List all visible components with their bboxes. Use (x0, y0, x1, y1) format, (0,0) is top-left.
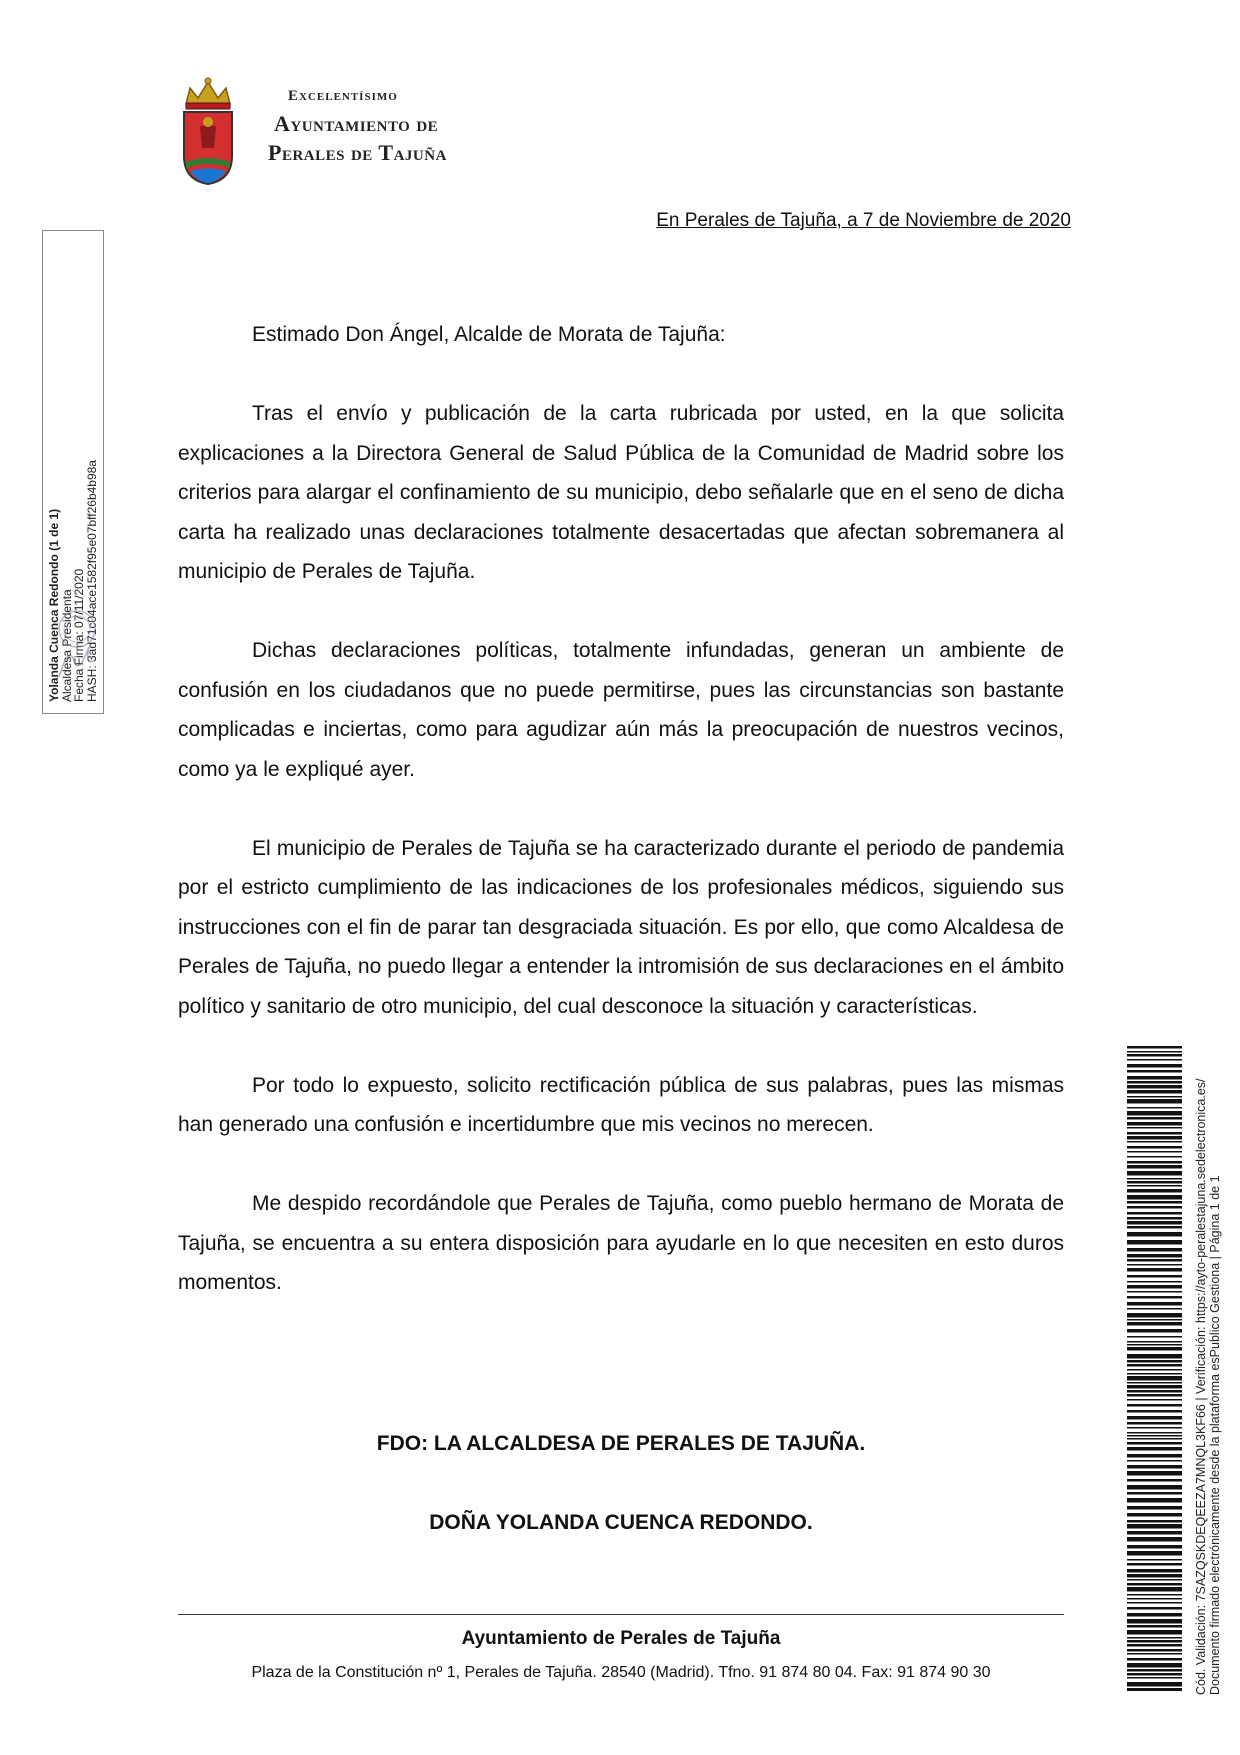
electronic-signature-box (42, 230, 104, 714)
validation-text (1194, 1045, 1222, 1695)
date-line: En Perales de Tajuña, a 7 de Noviembre de 2020 (656, 210, 1071, 231)
footer-organization: Ayuntamiento de Perales de Tajuña (461, 1628, 781, 1649)
organization-name (268, 88, 447, 167)
org-line-2: Ayuntamiento de (274, 111, 439, 136)
validation-code: Cód. Validación: 7SAZQSKDEQEEZA7MNQL3KF66 | Verificación: https://ayto-peralestajuna.sedelectronica.es/ (1194, 1078, 1208, 1695)
letter-paragraph-1: Tras el envío y publicación de la carta rubricada por usted, en la que solicita explicaciones a la Directora General de Salud Pública de la Comunidad de Madrid sobre los criterios para alargar el confinamiento de su municipio, debo señalarle que en el seno de dicha carta ha realizado unas declaraciones totalmente desacertadas que afectan sobremanera al municipio de Perales de Tajuña. (178, 402, 1064, 583)
validation-platform: Documento firmado electrónicamente desde la plataforma esPublico Gestiona | Página 1 de 1 (1208, 1175, 1222, 1695)
signer-name: Yolanda Cuenca Redondo (1 de 1) (47, 508, 61, 702)
org-line-1: Excelentísimo (288, 88, 398, 104)
org-line-3: Perales de Tajuña (268, 140, 447, 165)
letter-paragraph-4: Por todo lo expuesto, solicito rectificación pública de sus palabras, pues las mismas han generado una confusión e incertidumbre que mis vecinos no merecen. (178, 1073, 1064, 1136)
handwritten-signature-icon (49, 603, 97, 683)
signature-date: Fecha Firma: 07/11/2020 (72, 568, 86, 702)
signature-line-title: FDO: LA ALCALDESA DE PERALES DE TAJUÑA. (376, 1432, 866, 1455)
signature-line-name: DOÑA YOLANDA CUENCA REDONDO. (429, 1511, 813, 1534)
letter-greeting: Estimado Don Ángel, Alcalde de Morata de Tajuña: (252, 323, 726, 346)
letter-body (178, 315, 1064, 1342)
letter-paragraph-3: El municipio de Perales de Tajuña se ha caracterizado durante el periodo de pandemia por el estricto cumplimiento de las indicaciones de los profesionales médicos, siguiendo sus instrucciones con el fin de parar tan desgraciada situación. Es por ello, que como Alcaldesa de Perales de Tajuña, no puedo llegar a entender la intromisión de sus declaraciones en el ámbito político y sanitario de otro municipio, del cual desconoce la situación y características. (178, 836, 1064, 1018)
footer-divider (178, 1614, 1064, 1615)
footer-address: Plaza de la Constitución nº 1, Perales de Tajuña. 28540 (Madrid). Tfno. 91 874 80 04. Fax: 91 874 90 30 (251, 1664, 991, 1681)
coat-of-arms-icon (178, 76, 238, 186)
barcode-icon (1127, 1046, 1182, 1691)
signature-hash: HASH: 3ad71c04ace1582f95e07bff26b4b98a (84, 460, 99, 702)
letter-paragraph-2: Dichas declaraciones políticas, totalmente infundadas, generan un ambiente de confusión en los ciudadanos que no puede permitirse, pues las circunstancias son bastante complicadas e inciertas, como para agudizar aún más la preocupación de nuestros vecinos, como ya le expliqué ayer. (178, 639, 1064, 781)
letter-paragraph-5: Me despido recordándole que Perales de Tajuña, como pueblo hermano de Morata de Tajuña, se encuentra a su entera disposición para ayudarle en lo que necesiten en esto duros momentos. (178, 1192, 1064, 1294)
header-logo (178, 76, 478, 186)
signer-role: Alcaldesa Presidenta (59, 589, 74, 702)
